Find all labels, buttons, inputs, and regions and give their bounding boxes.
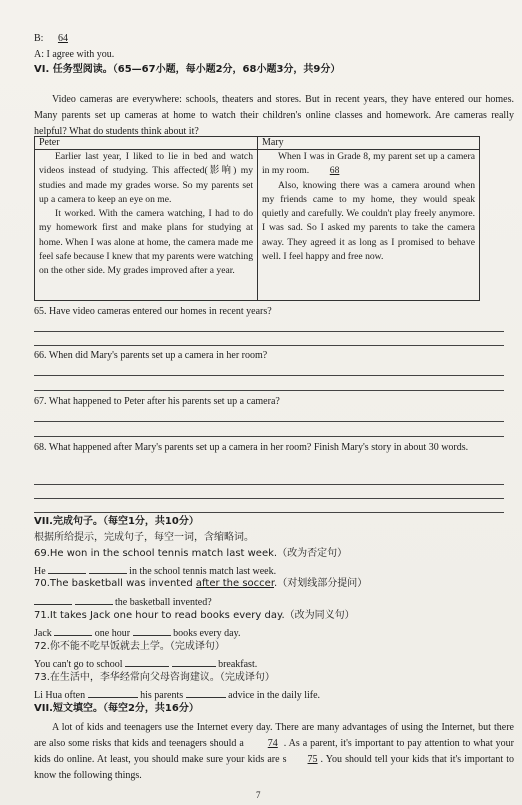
question-73: 73.在生活中，李华经常向父母咨询建议。（完成译句）: [34, 672, 275, 683]
blank-72-2[interactable]: [172, 656, 216, 667]
answer-line-68c[interactable]: [34, 512, 504, 513]
passage-part-2: . As a parent, it's important to pay attention to what your kids do online. At least, you should make sure your kids are s: [34, 738, 515, 765]
q73-text: Li Hua often: [34, 690, 86, 701]
question-67: 67. What happened to Peter after his parents set up a camera?: [34, 396, 280, 407]
peter-name: Peter: [35, 137, 257, 150]
dialog-b-line: [34, 33, 80, 45]
blank-70-1[interactable]: [34, 594, 72, 605]
answer-line-65a[interactable]: [34, 331, 504, 332]
b-prefix: B:: [34, 33, 44, 44]
question-72: 72.你不能不吃早饭就去上学。（完成译句）: [34, 641, 225, 652]
q72-rest: breakfast.: [218, 659, 258, 670]
answer-line-68a[interactable]: [34, 484, 504, 485]
passage-part-3: . You should tell your kids that it's important to know the following things.: [34, 754, 515, 781]
opinion-table: [34, 136, 480, 301]
mary-name: Mary: [258, 137, 479, 150]
page-number: 7: [256, 790, 261, 800]
passage-text: [34, 720, 514, 784]
section8-passage: [34, 720, 514, 784]
peter-column: [35, 137, 257, 300]
q69-rest: in the school tennis match last week.: [129, 566, 277, 577]
mary-column: [257, 137, 479, 300]
section8-heading: VII.短文填空。（每空2分，共16分）: [34, 703, 199, 714]
q71-rest: books every day.: [173, 628, 241, 639]
mary-paragraph-2: Also, knowing there was a camera around when my friends came to my home, they would speak quietly and carefully. We couldn't play freely anymore. I was sad. So I asked my parents to take the camera away. They agreed it as long as I promised to behave well. I feel happy and free now.: [262, 179, 475, 263]
q70-text: 70.The basketball was invented: [34, 578, 193, 589]
q69-subject: He: [34, 566, 46, 577]
answer-line-67b[interactable]: [34, 436, 504, 437]
q71-subject: Jack: [34, 628, 52, 639]
answer-line-67a[interactable]: [34, 421, 504, 422]
blank-69-1[interactable]: [48, 563, 86, 574]
question-65: 65. Have video cameras entered our homes in recent years?: [34, 306, 272, 317]
section6-heading: VI. 任务型阅读。（65—67小题，每小题2分，68小题3分，共9分）: [34, 64, 341, 75]
question-69: 69.He won in the school tennis match last week.（改为否定句）: [34, 548, 348, 559]
q70-rest: the basketball invented?: [115, 597, 212, 608]
blank-68: 68: [329, 165, 340, 177]
passage-part-1: A lot of kids and teenagers use the Internet every day. There are many advantages of using the Internet, but there are also some risks that kids and teenagers should a: [34, 722, 514, 749]
question-71: 71.It takes Jack one hour to read books every day.（改为同义句）: [34, 610, 355, 621]
b-answer: 64: [57, 33, 68, 44]
q71-mid: one hour: [94, 628, 131, 639]
peter-paragraph-2: It worked. With the camera watching, I had to do my homework first and make plans for studying at home. When I was alone at home, the camera made me feel safe because I knew that my parents were watching on the other side. My grades improved after a year.: [39, 208, 253, 277]
question-72-answer: [34, 656, 257, 671]
blank-74[interactable]: 74: [267, 738, 278, 749]
answer-line-66a[interactable]: [34, 375, 504, 376]
question-70: [34, 578, 367, 590]
question-73-answer: [34, 687, 320, 702]
question-66: 66. When did Mary's parents set up a camera in her room?: [34, 350, 268, 361]
q70-underlined: after the soccer: [195, 578, 275, 589]
blank-71-1[interactable]: [54, 625, 92, 636]
peter-paragraph-1: Earlier last year, I liked to lie in bed and watch videos instead of studying. This affected(影响) my studies and made my grades worse. So my parents set up a camera to keep an eye on me.: [39, 151, 253, 205]
mary-p1-text: When I was in Grade 8, my parent set up a camera in my room.: [262, 151, 475, 177]
q73-mid: his parents: [140, 690, 184, 701]
blank-73-1[interactable]: [88, 687, 138, 698]
section7-heading: VII.完成句子。（每空1分，共10分）: [34, 516, 199, 527]
answer-line-65b[interactable]: [34, 345, 504, 346]
q70-instruction: .（对划线部分提问）: [274, 578, 368, 589]
q72-text: You can't go to school: [34, 659, 123, 670]
blank-73-2[interactable]: [186, 687, 226, 698]
blank-69-2[interactable]: [89, 563, 127, 574]
question-71-answer: [34, 625, 240, 640]
blank-75[interactable]: 75: [307, 754, 318, 765]
dialog-a-line: A: I agree with you.: [34, 49, 115, 60]
question-70-answer: [34, 594, 212, 609]
answer-line-66b[interactable]: [34, 390, 504, 391]
question-69-answer: [34, 563, 276, 578]
mary-paragraph-1: [262, 150, 475, 179]
blank-70-2[interactable]: [75, 594, 113, 605]
q73-rest: advice in the daily life.: [228, 690, 321, 701]
blank-71-2[interactable]: [133, 625, 171, 636]
blank-72-1[interactable]: [125, 656, 169, 667]
answer-line-68b[interactable]: [34, 498, 504, 499]
question-68: 68. What happened after Mary's parents set up a camera in her room? Finish Mary's story in about 30 words.: [34, 442, 469, 453]
section6-intro: [34, 92, 514, 140]
intro-text: Video cameras are everywhere: schools, theaters and stores. But in recent years, they have entered our homes. Many parents set up cameras at home to watch their children's online classes and homework. Are cameras really helpful? What do students think about it?: [34, 94, 514, 137]
section7-instruction: 根据所给提示，完成句子，每空一词，含缩略词。: [34, 532, 254, 543]
